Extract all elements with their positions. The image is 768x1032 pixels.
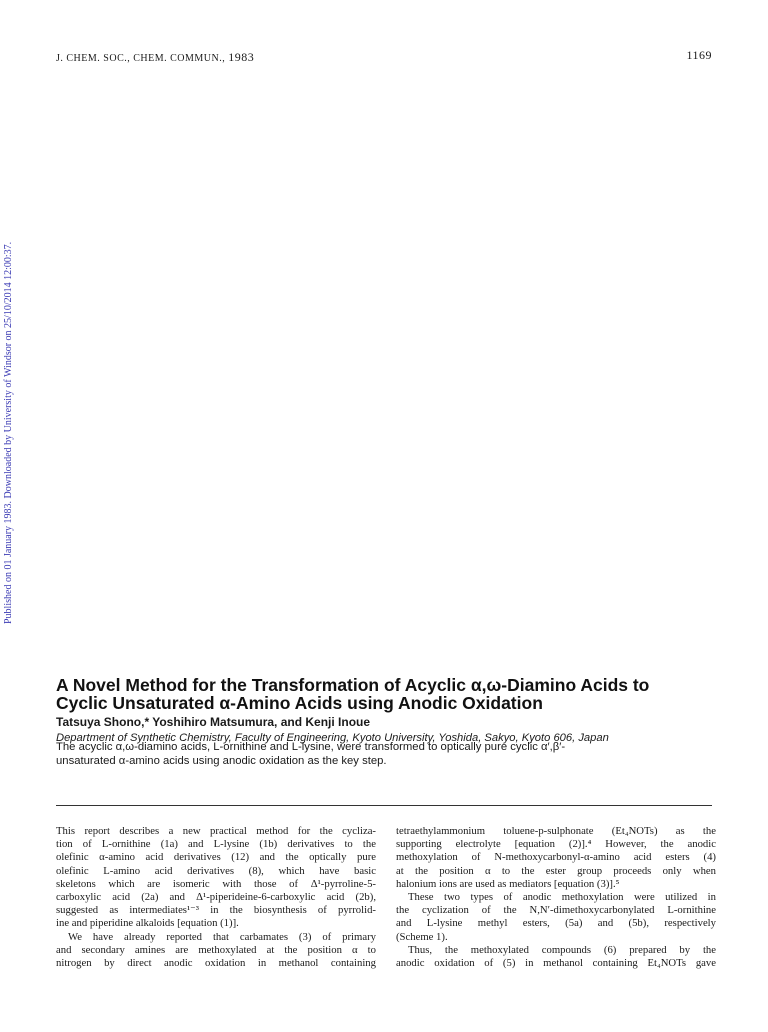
paragraph — [396, 891, 716, 944]
text-line: We have already reported that carbamates (3) of primary — [68, 930, 376, 943]
text-line: carboxylic acid (2a) and Δ¹-piperideine-6-carboxylic acid (2b), — [56, 891, 376, 904]
title-line: A Novel Method for the Transformation of Acyclic α,ω-Diamino Acids to — [56, 675, 650, 695]
title-line: Cyclic Unsaturated α-Amino Acids using Anodic Oxidation — [56, 693, 543, 713]
text-line: and secondary amines are methoxylated at the position α to — [56, 943, 376, 956]
author-list: Tatsuya Shono,* Yoshihiro Matsumura, and Kenji Inoue — [56, 715, 371, 729]
body-column-right — [396, 825, 716, 970]
affiliation: Department of Synthetic Chemistry, Faculty of Engineering, Kyoto University, Yoshida, Sakyo, Kyoto 606, Japan — [56, 732, 609, 744]
text-line: suggested as intermediates¹⁻³ in the biosynthesis of pyrrolid- — [56, 904, 376, 917]
text-line: ine and piperidine alkaloids [equation (1)]. — [56, 917, 239, 930]
text-line: and L-lysine methyl esters, (5a) and (5b), respectively — [396, 917, 716, 930]
text-line: anodic oxidation of (5) in methanol containing Et₄NOTs gave — [396, 957, 716, 970]
section-divider — [56, 805, 712, 806]
paragraph — [56, 931, 376, 971]
paragraph — [396, 825, 716, 891]
text-line: This report describes a new practical method for the cycliza- — [56, 825, 376, 837]
page-number: 1169 — [686, 48, 712, 62]
abstract-line: unsaturated α-amino acids using anodic oxidation as the key step. — [56, 755, 387, 767]
text-line: nitrogen by direct anodic oxidation in methanol containing — [56, 957, 376, 970]
paragraph — [396, 944, 716, 970]
text-line: supporting electrolyte [equation (2)].⁴ However, the anodic — [396, 838, 716, 851]
text-line: olefinic L-amino acid derivatives (8), which have basic — [56, 864, 376, 877]
text-line: Thus, the methoxylated compounds (6) prepared by the — [408, 943, 716, 956]
text-line: These two types of anodic methoxylation were utilized in — [408, 891, 716, 904]
text-line: tion of L-ornithine (1a) and L-lysine (1b) derivatives to the — [56, 838, 376, 851]
text-line: at the position α to the ester group proceeds only when — [396, 864, 716, 877]
article-header — [56, 676, 716, 745]
journal-citation — [56, 50, 254, 65]
paragraph — [56, 825, 376, 931]
running-head — [56, 50, 712, 64]
text-line: halonium ions are used as mediators [equation (3)].⁵ — [396, 877, 620, 890]
text-line: olefinic α-amino acid derivatives (12) and the optically pure — [56, 851, 376, 864]
text-line: tetraethylammonium toluene-p-sulphonate (Et₄NOTs) as the — [396, 825, 716, 837]
abstract-line: The acyclic α,ω-diamino acids, L-ornithine and L-lysine, were transformed to optically pure cyclic α′,β′- — [56, 741, 566, 753]
text-line: (Scheme 1). — [396, 930, 448, 943]
text-line: the cyclization of the N,N′-dimethoxycarbonylated L-ornithine — [396, 904, 716, 917]
text-line: skeletons which are isomeric with those of Δ¹-pyrroline-5- — [56, 877, 376, 890]
body-column-left — [56, 825, 376, 970]
text-line: methoxylation of N-methoxycarbonyl-α-amino acid esters (4) — [396, 851, 716, 864]
download-watermark: Published on 01 January 1983. Downloaded by University of Windsor on 25/10/2014 12:00:37. — [3, 241, 14, 624]
journal-year: 1983 — [228, 50, 255, 64]
abstract — [56, 740, 716, 768]
journal-name: J. CHEM. SOC., CHEM. COMMUN., — [56, 53, 229, 64]
article-title — [56, 676, 716, 712]
